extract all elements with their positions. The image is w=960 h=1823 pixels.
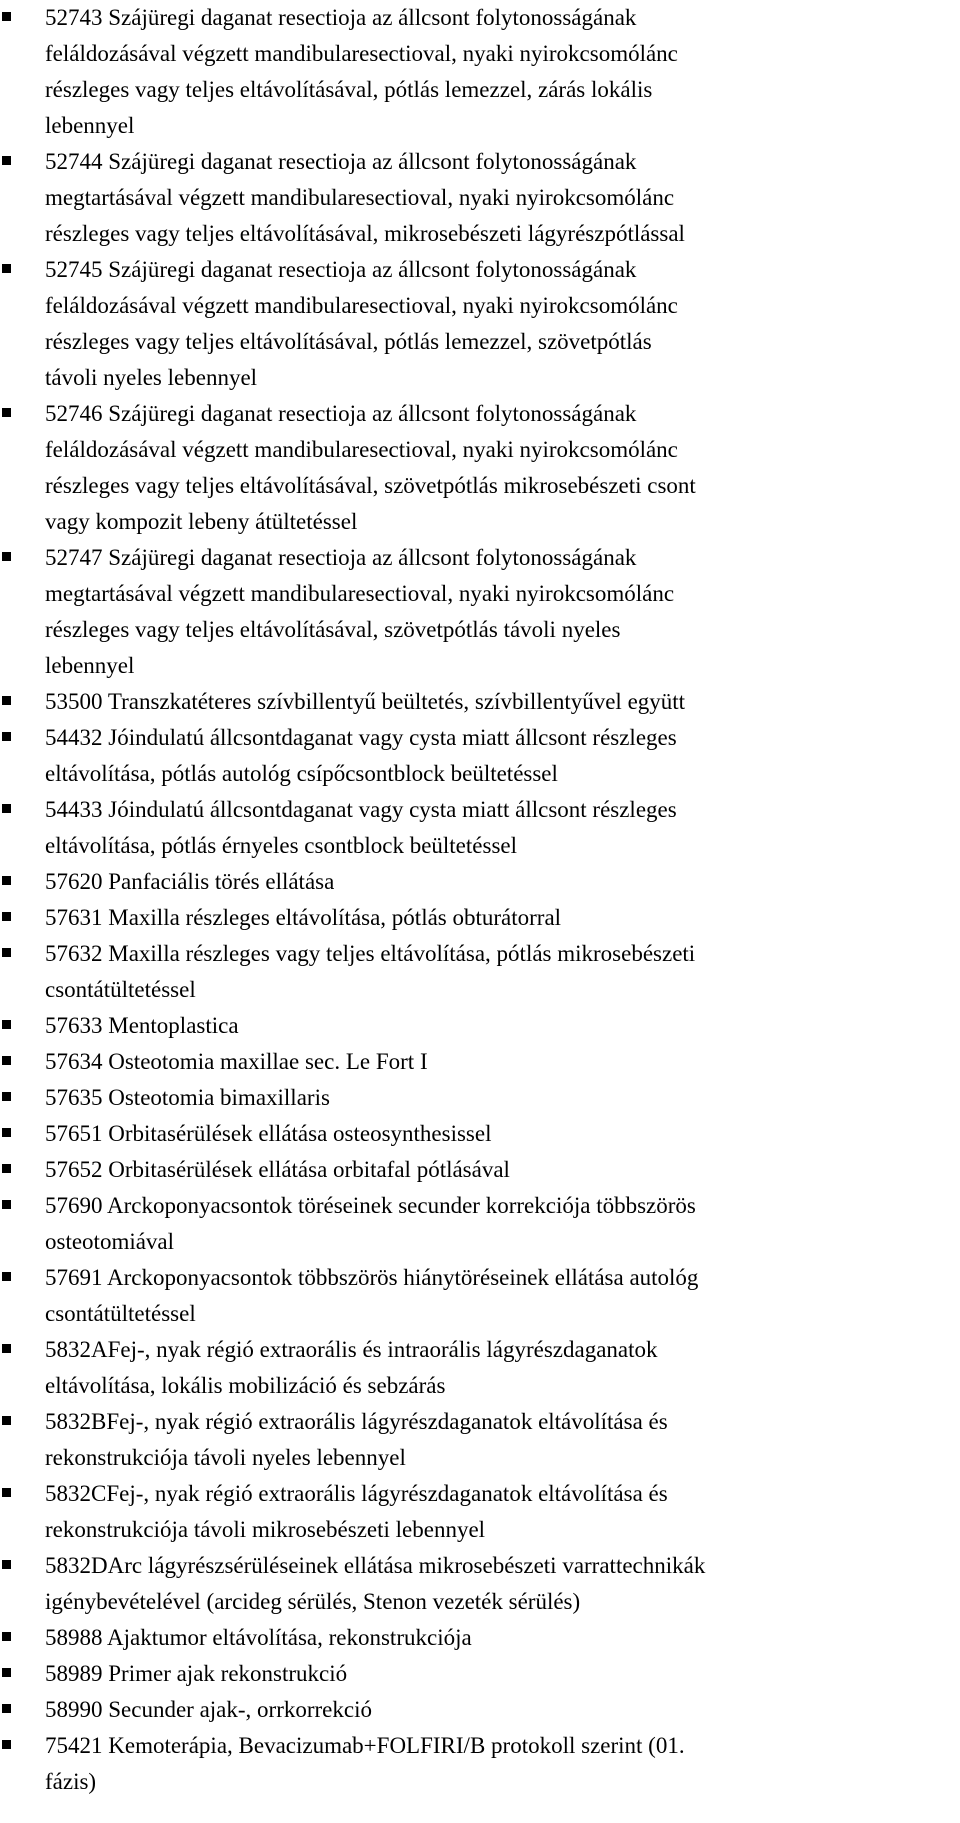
procedure-description: Fej-, nyak régió extraorális lágyrészdaganatok eltávolítása és (106, 1409, 668, 1434)
procedure-description: Transzkatéteres szívbillentyű beültetés, szívbillentyűvel együtt (107, 689, 686, 714)
square-bullet-icon (2, 1416, 11, 1425)
procedure-description: Panfaciális törés ellátása (108, 869, 335, 894)
list-item (0, 1116, 960, 1152)
list-item-first-line (45, 1728, 685, 1764)
list-item-first-line (45, 864, 334, 900)
procedure-description: Osteotomia bimaxillaris (108, 1085, 330, 1110)
procedure-description-continued: eltávolítása, pótlás autológ csípőcsontblock beültetéssel (45, 761, 558, 786)
list-item (0, 684, 960, 720)
list-item (0, 144, 960, 252)
procedure-description-continued: eltávolítása, pótlás érnyeles csontblock beültetéssel (45, 833, 517, 858)
square-bullet-icon (2, 12, 11, 21)
list-item (0, 720, 960, 792)
list-item-first-line (45, 1332, 658, 1368)
list-item-first-line (45, 1260, 698, 1296)
square-bullet-icon (2, 1668, 11, 1677)
square-bullet-icon (2, 1272, 11, 1281)
list-item (0, 1404, 960, 1476)
list-item-first-line (45, 1548, 705, 1584)
procedure-description: Jóindulatú állcsontdaganat vagy cysta miatt állcsont részleges (108, 797, 677, 822)
procedure-code: 57652 (45, 1157, 103, 1182)
procedure-code: 5832A (45, 1337, 108, 1362)
procedure-code: 57620 (45, 869, 103, 894)
procedure-description-continued: igénybevételével (arcideg sérülés, Stenon vezeték sérülés) (45, 1589, 581, 1614)
list-item (0, 900, 960, 936)
square-bullet-icon (2, 264, 11, 273)
list-item (0, 936, 960, 1008)
procedure-description-continued: csontátültetéssel (45, 977, 196, 1002)
list-item-first-line (45, 1080, 330, 1116)
procedure-description-continued: részleges vagy teljes eltávolításával, mikrosebészeti lágyrészpótlással (45, 221, 685, 246)
square-bullet-icon (2, 1488, 11, 1497)
list-item (0, 1548, 960, 1620)
procedure-code: 54432 (45, 725, 103, 750)
procedure-description-continued: feláldozásával végzett mandibularesectioval, nyaki nyirokcsomólánc (45, 41, 678, 66)
procedure-description: Orbitasérülések ellátása osteosynthesissel (108, 1121, 492, 1146)
square-bullet-icon (2, 1128, 11, 1137)
procedure-code: 52745 (45, 257, 103, 282)
procedure-description-continued: vagy kompozit lebeny átültetéssel (45, 509, 358, 534)
procedure-description: Fej-, nyak régió extraorális és intraorális lágyrészdaganatok (107, 1337, 658, 1362)
procedure-description-continued: lebennyel (45, 113, 135, 138)
list-item (0, 1080, 960, 1116)
list-item-first-line (45, 252, 636, 288)
square-bullet-icon (2, 1164, 11, 1173)
procedure-description-continued: rekonstrukciója távoli mikrosebészeti lebennyel (45, 1517, 486, 1542)
procedure-code: 75421 (45, 1733, 103, 1758)
square-bullet-icon (2, 1200, 11, 1209)
procedure-description-continued: részleges vagy teljes eltávolításával, pótlás lemezzel, szövetpótlás (45, 329, 652, 354)
list-item (0, 1044, 960, 1080)
procedure-code: 52746 (45, 401, 103, 426)
list-item (0, 1008, 960, 1044)
list-item-first-line (45, 720, 677, 756)
procedure-description-continued: megtartásával végzett mandibularesectioval, nyaki nyirokcsomólánc (45, 581, 675, 606)
list-item (0, 0, 960, 144)
procedure-description: Maxilla részleges eltávolítása, pótlás obturátorral (108, 905, 562, 930)
list-item-first-line (45, 936, 695, 972)
procedure-description: Primer ajak rekonstrukció (108, 1661, 348, 1686)
procedure-description-continued: részleges vagy teljes eltávolításával, pótlás lemezzel, zárás lokális (45, 77, 653, 102)
procedure-description-continued: részleges vagy teljes eltávolításával, szövetpótlás távoli nyeles (45, 617, 621, 642)
list-item (0, 1260, 960, 1332)
list-item (0, 1332, 960, 1404)
square-bullet-icon (2, 696, 11, 705)
square-bullet-icon (2, 1344, 11, 1353)
list-item-first-line (45, 1044, 428, 1080)
procedure-description: Jóindulatú állcsontdaganat vagy cysta miatt állcsont részleges (108, 725, 677, 750)
square-bullet-icon (2, 1560, 11, 1569)
procedure-description: Szájüregi daganat resectioja az állcsont folytonosságának (108, 545, 637, 570)
procedure-code: 57691 (45, 1265, 103, 1290)
procedure-code: 52747 (45, 545, 103, 570)
procedure-code: 52743 (45, 5, 103, 30)
list-item (0, 396, 960, 540)
procedure-description-continued: feláldozásával végzett mandibularesectioval, nyaki nyirokcsomólánc (45, 437, 678, 462)
procedure-description: Szájüregi daganat resectioja az állcsont folytonosságának (108, 149, 637, 174)
list-item (0, 1728, 960, 1800)
list-item-first-line (45, 1620, 472, 1656)
procedure-code: 5832D (45, 1553, 108, 1578)
procedure-description-continued: osteotomiával (45, 1229, 175, 1254)
square-bullet-icon (2, 552, 11, 561)
square-bullet-icon (2, 408, 11, 417)
square-bullet-icon (2, 804, 11, 813)
procedure-code: 57635 (45, 1085, 103, 1110)
procedure-description: Ajaktumor eltávolítása, rekonstrukciója (106, 1625, 472, 1650)
procedure-code: 5832C (45, 1481, 107, 1506)
procedure-description: Szájüregi daganat resectioja az állcsont folytonosságának (108, 401, 637, 426)
list-item-first-line (45, 0, 636, 36)
list-item (0, 864, 960, 900)
list-item (0, 1476, 960, 1548)
list-item-first-line (45, 1476, 668, 1512)
list-item (0, 792, 960, 864)
procedure-description-continued: fázis) (45, 1769, 97, 1794)
list-item-first-line (45, 1008, 239, 1044)
list-item (0, 1152, 960, 1188)
procedure-code: 58990 (45, 1697, 103, 1722)
list-item (0, 1692, 960, 1728)
list-item (0, 540, 960, 684)
procedure-code: 57690 (45, 1193, 103, 1218)
list-item (0, 1620, 960, 1656)
list-item-first-line (45, 1116, 491, 1152)
procedure-code: 5832B (45, 1409, 107, 1434)
procedure-description-continued: eltávolítása, lokális mobilizáció és sebzárás (45, 1373, 446, 1398)
procedure-description-continued: lebennyel (45, 653, 135, 678)
procedure-description-continued: megtartásával végzett mandibularesectioval, nyaki nyirokcsomólánc (45, 185, 675, 210)
square-bullet-icon (2, 1056, 11, 1065)
procedure-description-continued: feláldozásával végzett mandibularesectioval, nyaki nyirokcsomólánc (45, 293, 678, 318)
list-item-first-line (45, 1692, 372, 1728)
procedure-description-continued: rekonstrukciója távoli nyeles lebennyel (45, 1445, 406, 1470)
list-item-first-line (45, 1152, 510, 1188)
list-item-first-line (45, 900, 561, 936)
procedure-description-continued: távoli nyeles lebennyel (45, 365, 258, 390)
procedure-description-continued: csontátültetéssel (45, 1301, 196, 1326)
square-bullet-icon (2, 948, 11, 957)
procedure-description: Arc lágyrészsérüléseinek ellátása mikrosebészeti varrattechnikák (107, 1553, 706, 1578)
list-item-first-line (45, 540, 636, 576)
procedure-description: Secunder ajak-, orrkorrekció (108, 1697, 372, 1722)
procedure-description: Szájüregi daganat resectioja az állcsont folytonosságának (108, 5, 637, 30)
list-item-first-line (45, 684, 685, 720)
procedure-description: Osteotomia maxillae sec. Le Fort I (108, 1049, 428, 1074)
procedure-description: Mentoplastica (108, 1013, 239, 1038)
procedure-code: 58989 (45, 1661, 103, 1686)
procedure-code: 54433 (45, 797, 103, 822)
square-bullet-icon (2, 1092, 11, 1101)
procedure-description: Maxilla részleges vagy teljes eltávolítása, pótlás mikrosebészeti (108, 941, 696, 966)
square-bullet-icon (2, 1704, 11, 1713)
procedure-description: Kemoterápia, Bevacizumab+FOLFIRI/B protokoll szerint (01. (108, 1733, 685, 1758)
procedure-code: 57631 (45, 905, 103, 930)
list-item (0, 1188, 960, 1260)
procedure-description-continued: részleges vagy teljes eltávolításával, szövetpótlás mikrosebészeti csont (45, 473, 696, 498)
procedure-code: 52744 (45, 149, 103, 174)
procedure-code: 57651 (45, 1121, 103, 1146)
square-bullet-icon (2, 156, 11, 165)
procedure-description: Arckoponyacsontok többszörös hiánytöréseinek ellátása autológ (106, 1265, 699, 1290)
square-bullet-icon (2, 1632, 11, 1641)
square-bullet-icon (2, 876, 11, 885)
list-item-first-line (45, 1188, 696, 1224)
procedure-description: Arckoponyacsontok töréseinek secunder korrekciója többszörös (106, 1193, 696, 1218)
square-bullet-icon (2, 732, 11, 741)
list-item-first-line (45, 144, 636, 180)
square-bullet-icon (2, 912, 11, 921)
list-item-first-line (45, 792, 677, 828)
list-item-first-line (45, 396, 636, 432)
list-item (0, 252, 960, 396)
procedure-code: 57633 (45, 1013, 103, 1038)
procedure-code: 57632 (45, 941, 103, 966)
procedure-code: 53500 (45, 689, 103, 714)
procedure-code: 57634 (45, 1049, 103, 1074)
procedure-description: Szájüregi daganat resectioja az állcsont folytonosságának (108, 257, 637, 282)
list-item (0, 1656, 960, 1692)
square-bullet-icon (2, 1020, 11, 1029)
list-item-first-line (45, 1404, 668, 1440)
procedure-description: Orbitasérülések ellátása orbitafal pótlásával (108, 1157, 510, 1182)
procedure-code: 58988 (45, 1625, 103, 1650)
list-item-first-line (45, 1656, 347, 1692)
procedure-description: Fej-, nyak régió extraorális lágyrészdaganatok eltávolítása és (106, 1481, 668, 1506)
square-bullet-icon (2, 1740, 11, 1749)
